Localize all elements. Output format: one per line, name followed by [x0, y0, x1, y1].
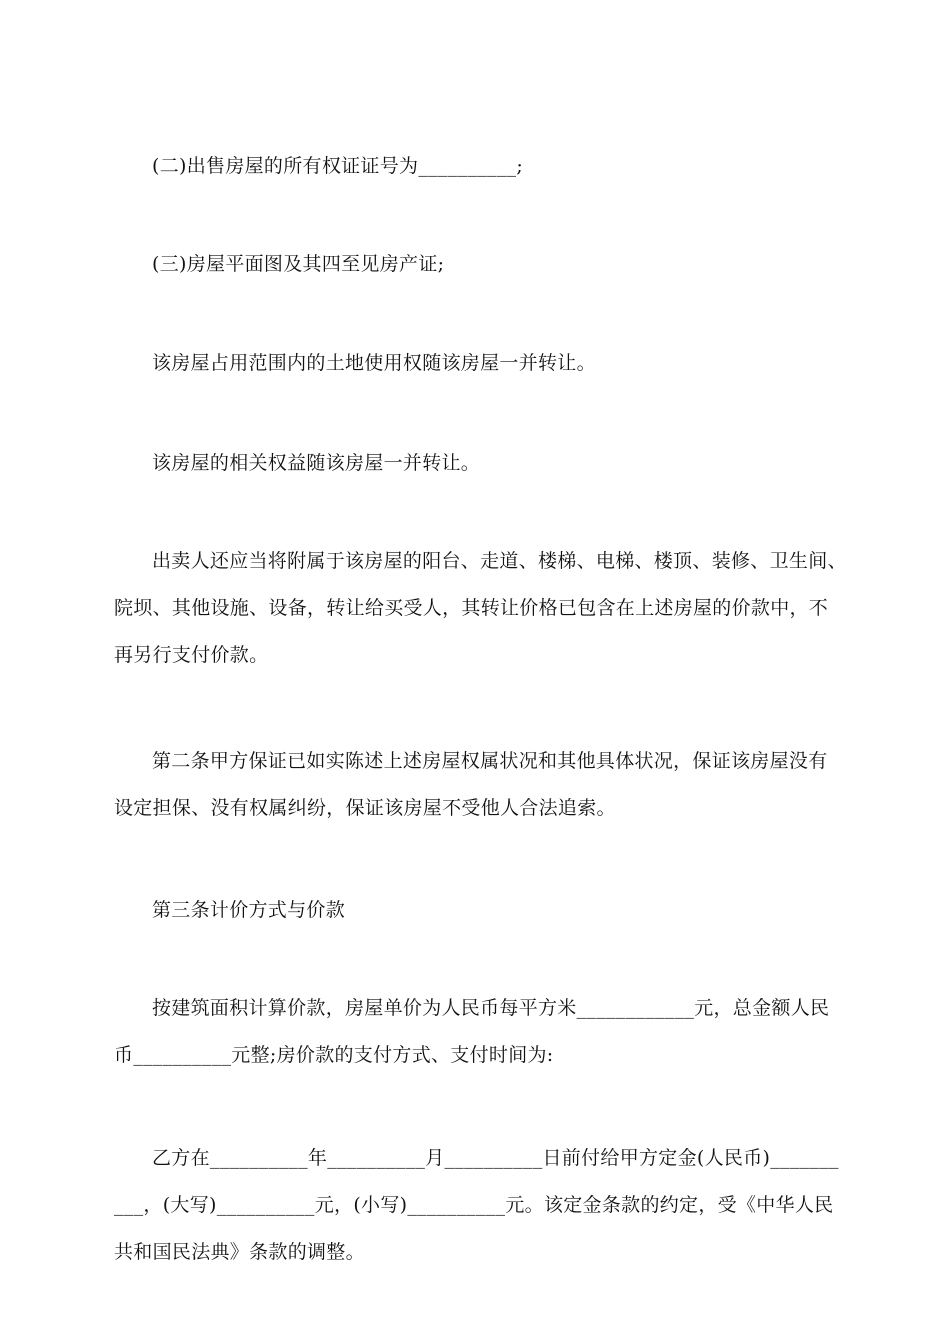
paragraph-line: 第二条甲方保证已如实陈述上述房屋权属状况和其他具体状况，保证该房屋没有	[152, 750, 828, 772]
paragraph-line: ___，(大写)__________元，(小写)__________元。该定金条款的约定，受《中华人民	[114, 1194, 834, 1216]
paragraph-line: 共和国民法典》条款的调整。	[114, 1241, 365, 1263]
paragraph-pricing	[114, 985, 842, 1079]
paragraph-floor-plan	[114, 241, 842, 288]
paragraph-line: 币__________元整;房价款的支付方式、支付时间为:	[114, 1044, 554, 1066]
paragraph-line: 该房屋的相关权益随该房屋一并转让。	[152, 452, 481, 474]
paragraph-line: 再另行支付价款。	[114, 644, 269, 666]
paragraph-attached-facilities	[114, 538, 847, 679]
paragraph-land-use-right	[114, 340, 842, 387]
paragraph-line: 乙方在__________年__________月__________日前付给甲方定金(人民币)_______	[152, 1147, 839, 1169]
paragraph-deposit	[114, 1135, 842, 1276]
paragraph-line: (二)出售房屋的所有权证证号为__________;	[152, 155, 524, 177]
paragraph-line: 院坝、其他设施、设备，转让给买受人，其转让价格已包含在上述房屋的价款中，不	[114, 597, 829, 619]
paragraph-related-rights	[114, 440, 842, 487]
paragraph-line: 出卖人还应当将附属于该房屋的阳台、走道、楼梯、电梯、楼顶、装修、卫生间、	[152, 550, 847, 572]
paragraph-line: 设定担保、没有权属纠纷，保证该房屋不受他人合法追索。	[114, 797, 616, 819]
paragraph-line: 该房屋占用范围内的土地使用权随该房屋一并转让。	[152, 352, 596, 374]
paragraph-line: 第三条计价方式与价款	[152, 899, 346, 921]
paragraph-article-three-heading	[114, 887, 842, 934]
paragraph-line: 按建筑面积计算价款，房屋单价为人民币每平方米____________元，总金额人民	[152, 997, 830, 1019]
paragraph-line: (三)房屋平面图及其四至见房产证;	[152, 253, 445, 275]
paragraph-ownership-certificate	[114, 143, 842, 190]
paragraph-article-two	[114, 738, 842, 832]
